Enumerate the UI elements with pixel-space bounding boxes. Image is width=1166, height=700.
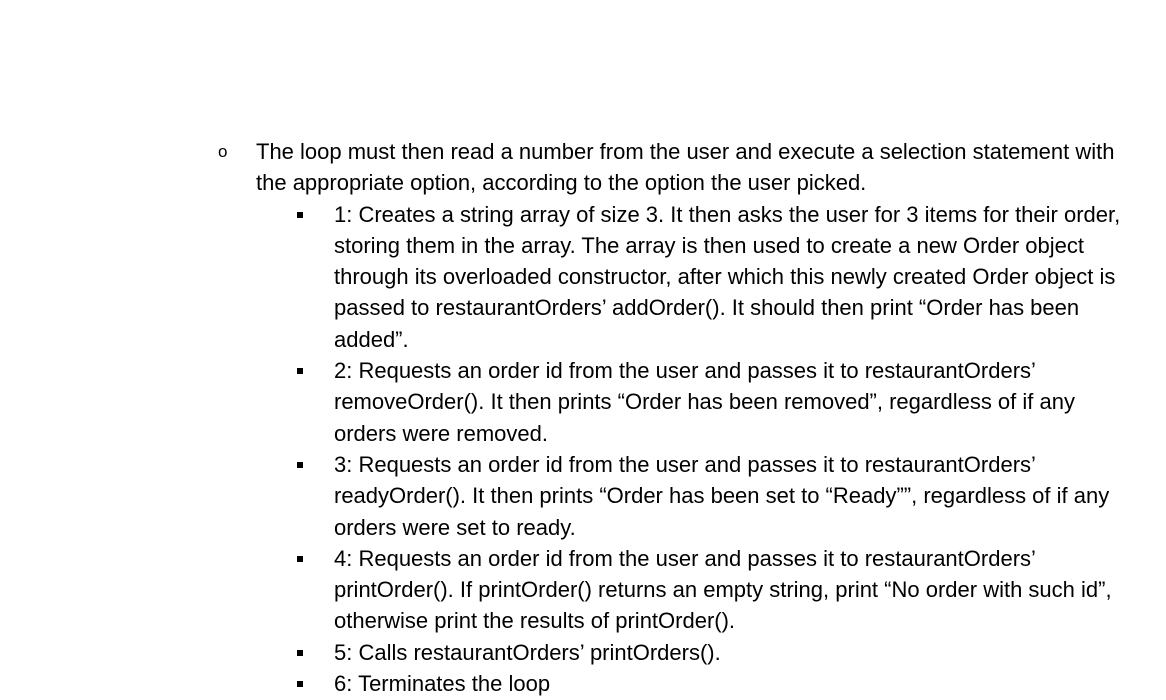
list-item-option-5	[256, 637, 1126, 668]
list-item-option-3	[256, 449, 1126, 543]
list-item-option-6	[256, 668, 1126, 699]
hollow-circle-bullet-icon: o	[218, 142, 228, 161]
option-list	[256, 199, 1126, 700]
square-bullet-icon	[297, 368, 303, 374]
square-bullet-icon	[297, 556, 303, 562]
list-item-loop-selection	[0, 136, 1166, 699]
option-text: 1: Creates a string array of size 3. It then asks the user for 3 items for their order, storing them in the array. The array is then used to create a new Order object through its overloaded constructor, after which this newly created Order object is passed to restaurantOrders’ addOrder(). It should then print “Order has been added”.	[334, 201, 1121, 352]
option-text: 4: Requests an order id from the user and passes it to restaurantOrders’ printOrder(). If printOrder() returns an empty string, print “No order with such id”, otherwise print the results of printOrder().	[334, 545, 1112, 634]
paragraph-text: The loop must then read a number from the user and execute a selection statement with the appropriate option, according to the option the user picked.	[256, 139, 1115, 196]
option-text: 5: Calls restaurantOrders’ printOrders().	[334, 639, 721, 665]
square-bullet-icon	[297, 681, 303, 687]
list-item-option-2	[256, 355, 1126, 449]
square-bullet-icon	[297, 462, 303, 468]
option-text: 2: Requests an order id from the user and passes it to restaurantOrders’ removeOrder(). It then prints “Order has been removed”, regardless of if any orders were removed.	[334, 358, 1075, 446]
option-text: 6: Terminates the loop	[334, 671, 551, 697]
square-bullet-icon	[297, 650, 303, 656]
square-bullet-icon	[297, 212, 303, 218]
document-body	[0, 136, 1166, 699]
list-item-option-1	[256, 199, 1126, 355]
list-item-option-4	[256, 543, 1126, 637]
option-text: 3: Requests an order id from the user and passes it to restaurantOrders’ readyOrder(). It then prints “Order has been set to “Ready””, regardless of if any orders were set to ready.	[334, 451, 1110, 540]
